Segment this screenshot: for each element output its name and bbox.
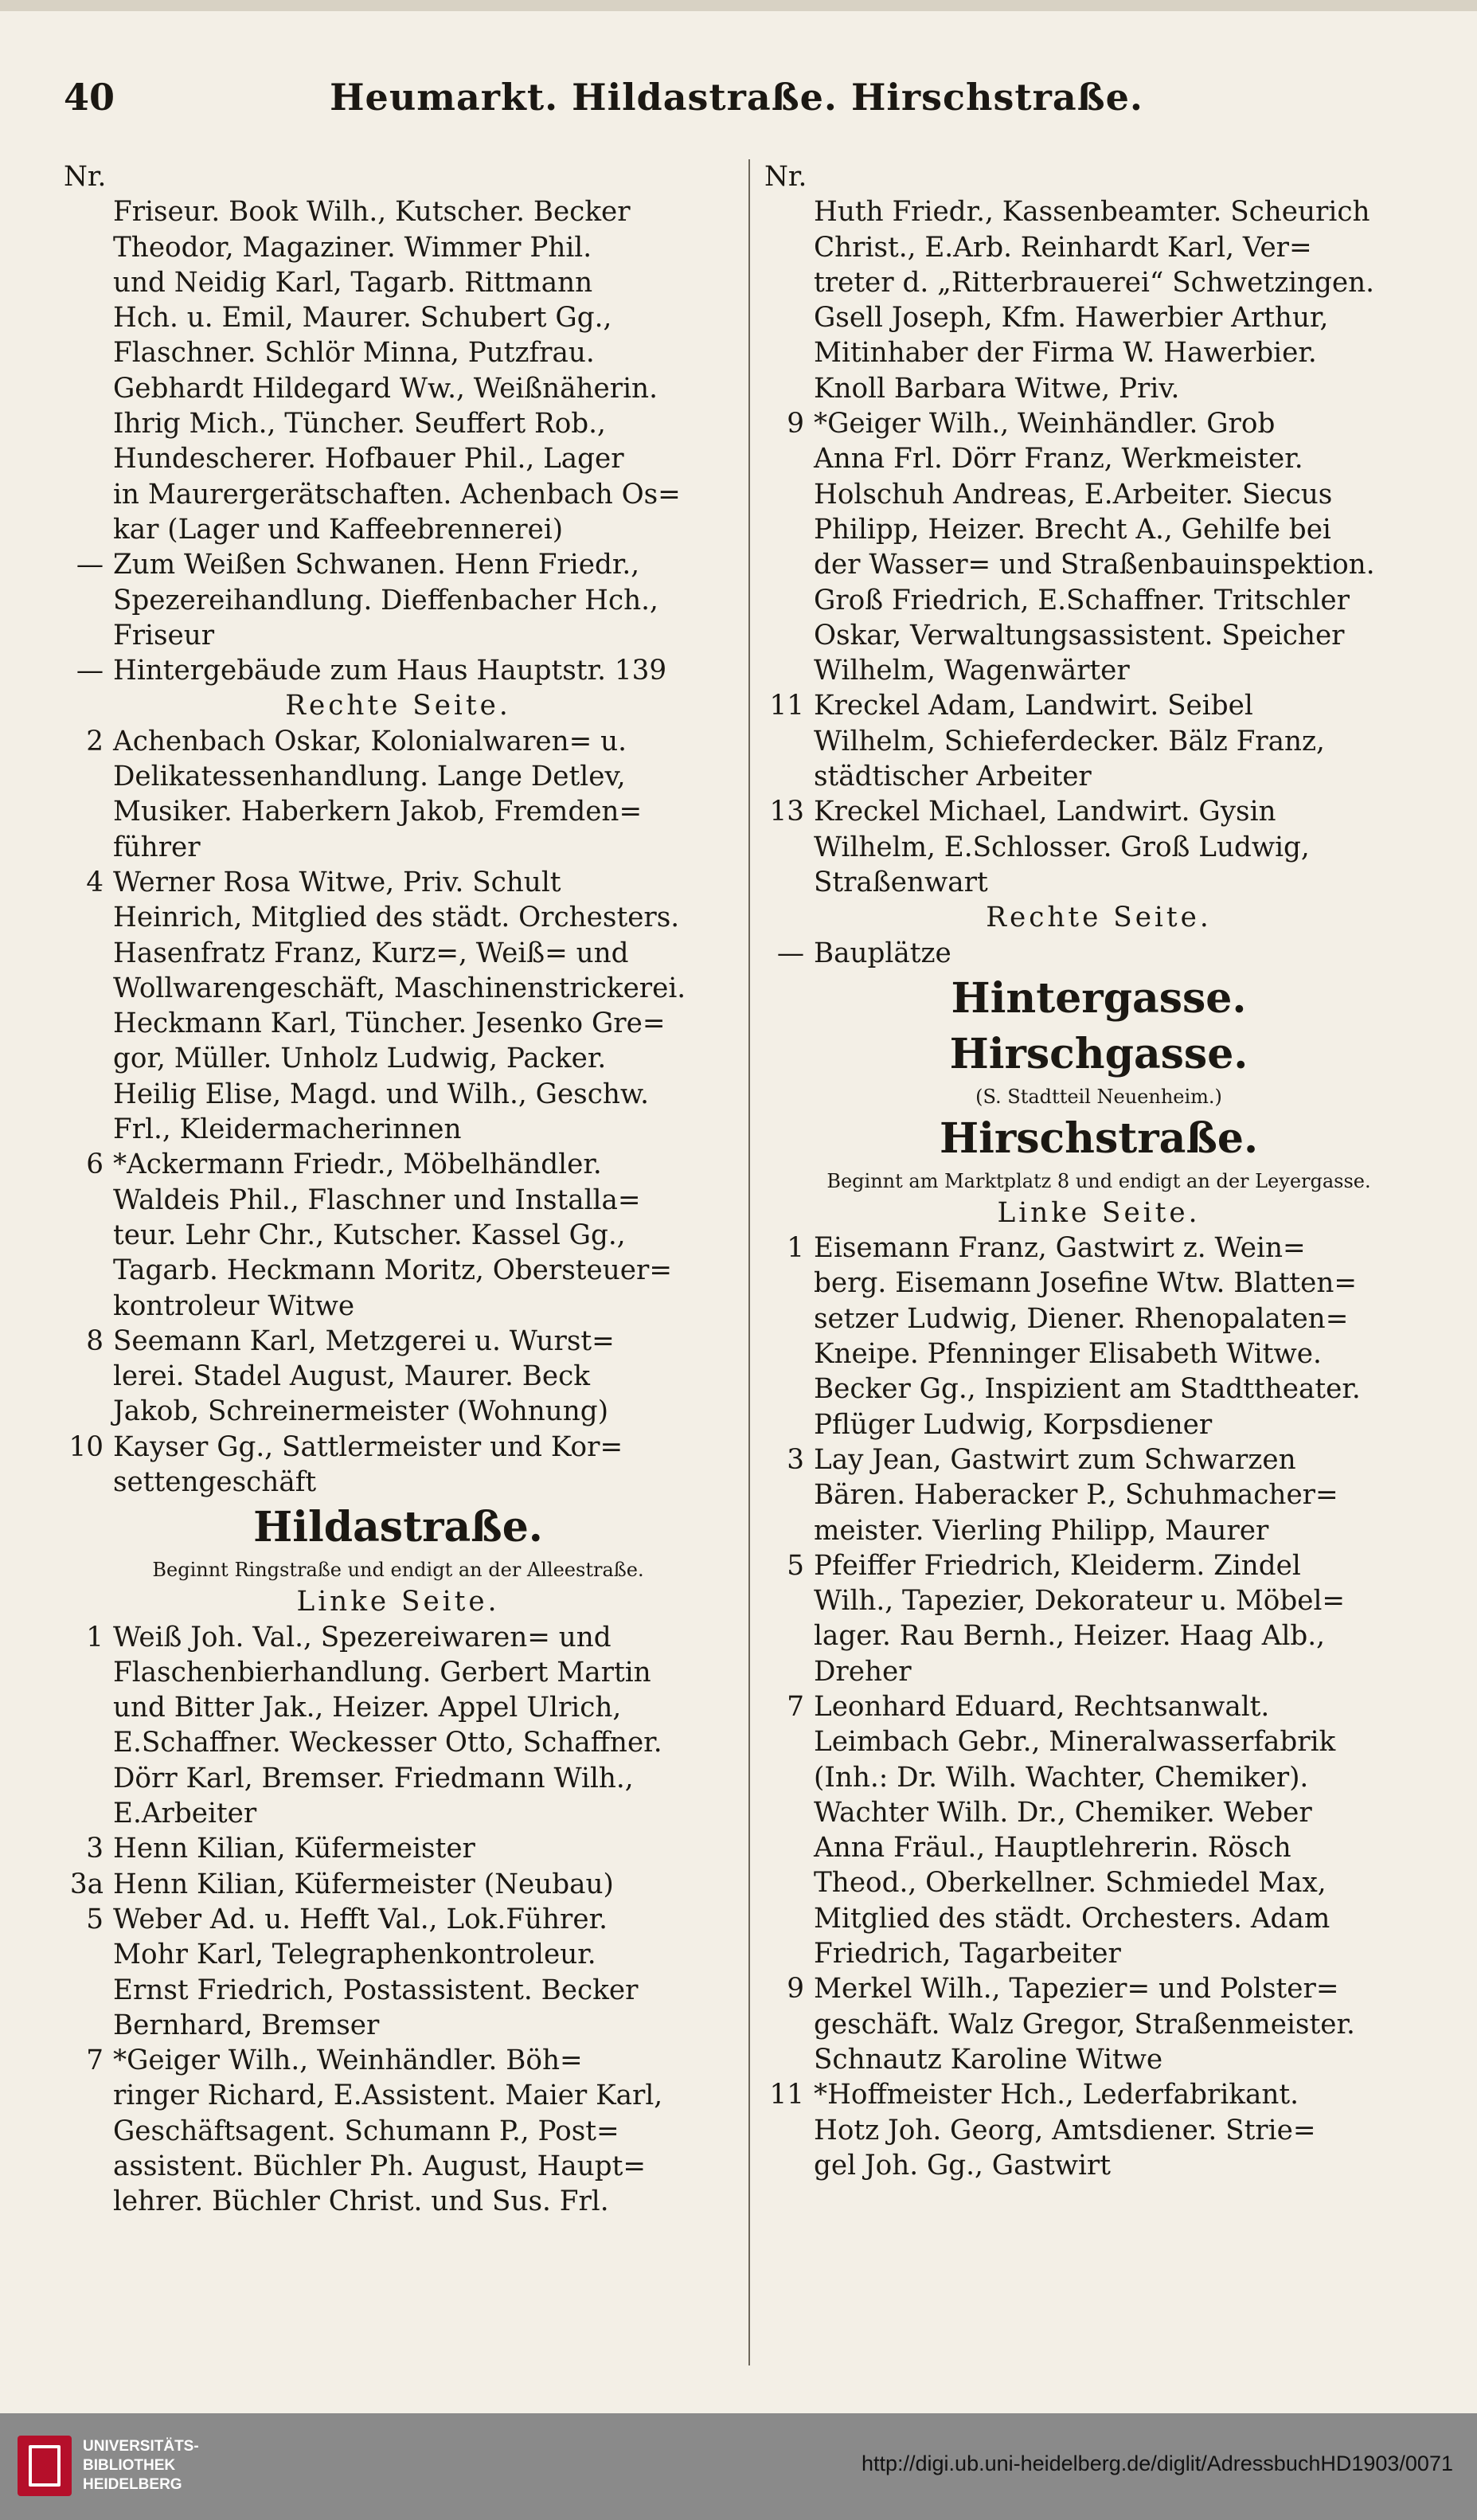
nr-label: Nr. xyxy=(64,161,107,193)
house-number: 7 xyxy=(86,2045,104,2077)
list-item xyxy=(64,653,733,688)
column-divider xyxy=(748,159,750,2365)
entry-text: Henn Kilian, Küfermeister (Neubau) xyxy=(113,1868,614,1900)
house-number: 1 xyxy=(86,1621,104,1653)
dash-marker: — xyxy=(76,549,104,581)
entry-text: *Geiger Wilh., Weinhändler. Böh= ringer Richard, E.Assistent. Maier Karl, Geschäftsagent. Schumann P., Post= assistent. Büchler Ph. August, Haupt= lehrer. Büchler Christ. und Sus. Frl. xyxy=(113,2045,663,2218)
source-url-link[interactable]: http://digi.ub.uni-heidelberg.de/diglit/AdressbuchHD1903/0071 xyxy=(861,2452,1453,2475)
section-heading: Rechte Seite. xyxy=(285,690,511,722)
list-item xyxy=(764,1548,1433,1689)
entry-text: Achenbach Oskar, Kolonialwaren= u. Delikatessenhandlung. Lange Detlev, Musiker. Haberkern Jakob, Fremden= führer xyxy=(113,725,643,863)
list-item xyxy=(764,1689,1433,1971)
entry-text: Lay Jean, Gastwirt zum Schwarzen Bären. Haberacker P., Schuhmacher= meister. Vierling Philipp, Maurer xyxy=(814,1443,1338,1547)
house-number: 9 xyxy=(787,408,804,440)
house-number: 5 xyxy=(86,1903,104,1935)
house-number: 9 xyxy=(787,1973,804,2005)
entry-text: Kreckel Michael, Landwirt. Gysin Wilhelm, E.Schlosser. Groß Ludwig, Straßenwart xyxy=(814,796,1310,898)
list-item xyxy=(64,194,733,547)
list-item xyxy=(64,1831,733,1866)
list-item xyxy=(64,724,733,865)
entry-text: Seemann Karl, Metzgerei u. Wurst= lerei. Stadel August, Maurer. Beck Jakob, Schreinermeister (Wohnung) xyxy=(113,1325,615,1428)
list-item xyxy=(64,1324,733,1430)
library-name: UNIVERSITÄTS- BIBLIOTHEK HEIDELBERG xyxy=(83,2438,199,2493)
entry-text: Merkel Wilh., Tapezier= und Polster= geschäft. Walz Gregor, Straßenmeister. Schnautz Karoline Witwe xyxy=(814,1973,1355,2076)
entry-text: Weber Ad. u. Hefft Val., Lok.Führer. Mohr Karl, Telegraphenkontroleur. Ernst Friedrich, Postassistent. Becker Bernhard, Bremser xyxy=(113,1903,639,2041)
running-head: Heumarkt. Hildastraße. Hirschstraße. xyxy=(330,76,1143,119)
entry-text: Kayser Gg., Sattlermeister und Kor= settengeschäft xyxy=(113,1430,623,1498)
entry-text: Werner Rosa Witwe, Priv. Schult Heinrich, Mitglied des städt. Orchesters. Hasenfratz Franz, Kurz=, Weiß= und Wollwarengeschäft, Maschinenstrickerei. Heckmann Karl, Tüncher. Jesenko Gre= gor, Müller. Unholz Ludwig, Packer. Heilig Elise, Magd. und Wilh., Geschw. Frl., Kleidermacherinnen xyxy=(113,866,686,1146)
section-heading: Linke Seite. xyxy=(997,1196,1201,1229)
dash-marker: — xyxy=(76,655,104,687)
entry-text: Zum Weißen Schwanen. Henn Friedr., Spezereihandlung. Dieffenbacher Hch., Friseur xyxy=(113,549,658,652)
street-description: Beginnt am Marktplatz 8 und endigt an der Leyergasse. xyxy=(826,1169,1371,1192)
entry-text: Huth Friedr., Kassenbeamter. Scheurich Christ., E.Arb. Reinhardt Karl, Ver= treter d. „Ritterbrauerei“ Schwetzingen. Gsell Joseph, Kfm. Hawerbier Arthur, Mitinhaber der Firma W. Hawerbier. Knoll Barbara Witwe, Priv. xyxy=(814,196,1375,405)
list-item xyxy=(764,1971,1433,2077)
list-item xyxy=(64,1430,733,1501)
list-item xyxy=(64,1147,733,1323)
list-item xyxy=(64,1620,733,1832)
house-number: 2 xyxy=(86,725,104,757)
list-item xyxy=(64,2043,733,2219)
left-column xyxy=(64,159,733,2220)
entry-text: Bauplätze xyxy=(814,937,951,969)
street-heading-hildastrasse: Hildastraße. xyxy=(253,1503,543,1552)
entry-text: Friseur. Book Wilh., Kutscher. Becker Theodor, Magaziner. Wimmer Phil. und Neidig Karl, Tagarb. Rittmann Hch. u. Emil, Maurer. Schubert Gg., Flaschner. Schlör Minna, Putzfrau. Gebhardt Hildegard Ww., Weißnäherin. Ihrig Mich., Tüncher. Seuffert Rob., Hundescherer. Hofbauer Phil., Lager in Maurergerätschaften. Achenbach Os= kar (Lager und Kaffeebrennerei) xyxy=(113,196,681,546)
section-heading: Linke Seite. xyxy=(296,1586,500,1618)
house-number: 3a xyxy=(69,1868,104,1900)
nr-label: Nr. xyxy=(764,161,807,193)
street-heading-hirschgasse: Hirschgasse. xyxy=(949,1029,1248,1078)
list-item xyxy=(764,1231,1433,1442)
page-header xyxy=(64,76,1409,131)
list-item xyxy=(64,1867,733,1902)
house-number: 1 xyxy=(787,1232,804,1265)
entry-text: Henn Kilian, Küfermeister xyxy=(113,1833,475,1865)
house-number: 3 xyxy=(86,1833,104,1865)
library-logo-icon xyxy=(18,2436,72,2496)
house-number: 11 xyxy=(769,690,804,722)
entry-text: Weiß Joh. Val., Spezereiwaren= und Flaschenbierhandlung. Gerbert Martin und Bitter Jak., Heizer. Appel Ulrich, E.Schaffner. Weckesser Otto, Schaffner. Dörr Karl, Bremser. Friedmann Wilh., E.Arbeiter xyxy=(113,1621,662,1830)
house-number: 8 xyxy=(86,1325,104,1357)
house-number: 4 xyxy=(86,866,104,898)
list-item xyxy=(64,547,733,653)
street-description: Beginnt Ringstraße und endigt an der Alleestraße. xyxy=(152,1559,644,1582)
house-number: 7 xyxy=(787,1690,804,1723)
list-item xyxy=(764,688,1433,794)
street-heading-hintergasse: Hintergasse. xyxy=(951,973,1247,1023)
house-number: 3 xyxy=(787,1443,804,1476)
list-item xyxy=(764,2077,1433,2183)
list-item xyxy=(764,936,1433,971)
dash-marker: — xyxy=(776,937,804,969)
scan-top-edge xyxy=(0,0,1477,11)
house-number: 11 xyxy=(769,2079,804,2111)
list-item xyxy=(64,865,733,1147)
entry-text: Eisemann Franz, Gastwirt z. Wein= berg. Eisemann Josefine Wtw. Blatten= setzer Ludwig, Diener. Rhenopalaten= Kneipe. Pfenninger Elisabeth Witwe. Becker Gg., Inspizient am Stadttheater. Pflüger Ludwig, Korpsdiener xyxy=(814,1232,1361,1441)
house-number: 13 xyxy=(769,796,804,828)
entry-text: Leonhard Eduard, Rechtsanwalt. Leimbach Gebr., Mineralwasserfabrik (Inh.: Dr. Wilh. Wachter, Chemiker). Wachter Wilh. Dr., Chemiker. Weber Anna Fräul., Hauptlehrerin. Rösch Theod., Oberkellner. Schmiedel Max, Mitglied des städt. Orchesters. Adam Friedrich, Tagarbeiter xyxy=(814,1690,1336,1970)
entry-text: Kreckel Adam, Landwirt. Seibel Wilhelm, Schieferdecker. Bälz Franz, städtischer Arbeiter xyxy=(814,690,1325,793)
house-number: 6 xyxy=(86,1148,104,1181)
entry-text: Hintergebäude zum Haus Hauptstr. 139 xyxy=(113,655,667,687)
entry-text: Pfeiffer Friedrich, Kleiderm. Zindel Wilh., Tapezier, Dekorateur u. Möbel= lager. Rau Bernh., Heizer. Haag Alb., Dreher xyxy=(814,1549,1346,1688)
list-item xyxy=(764,194,1433,406)
list-item xyxy=(64,1902,733,2043)
entry-text: *Hoffmeister Hch., Lederfabrikant. Hotz Joh. Georg, Amtsdiener. Strie= gel Joh. Gg., Gastwirt xyxy=(814,2079,1316,2182)
right-column xyxy=(764,159,1433,2183)
street-description: (S. Stadtteil Neuenheim.) xyxy=(975,1085,1222,1108)
page-number: 40 xyxy=(64,76,115,119)
section-heading: Rechte Seite. xyxy=(986,902,1212,934)
entry-text: *Geiger Wilh., Weinhändler. Grob Anna Frl. Dörr Franz, Werkmeister. Holschuh Andreas, E.Arbeiter. Siecus Philipp, Heizer. Brecht A., Gehilfe bei der Wasser= und Straßenbauinspektion. Groß Friedrich, E.Schaffner. Tritschler Oskar, Verwaltungsassistent. Speicher Wilhelm, Wagenwärter xyxy=(814,408,1375,687)
list-item xyxy=(764,406,1433,688)
entry-text: *Ackermann Friedr., Möbelhändler. Waldeis Phil., Flaschner und Installa= teur. Lehr Chr., Kutscher. Kassel Gg., Tagarb. Heckmann Moritz, Obersteuer= kontroleur Witwe xyxy=(113,1148,672,1322)
list-item xyxy=(764,1442,1433,1548)
street-heading-hirschstrasse: Hirschstraße. xyxy=(939,1113,1259,1163)
library-footer xyxy=(0,2413,1477,2520)
house-number: 5 xyxy=(787,1549,804,1582)
house-number: 10 xyxy=(68,1430,104,1463)
list-item xyxy=(764,794,1433,900)
